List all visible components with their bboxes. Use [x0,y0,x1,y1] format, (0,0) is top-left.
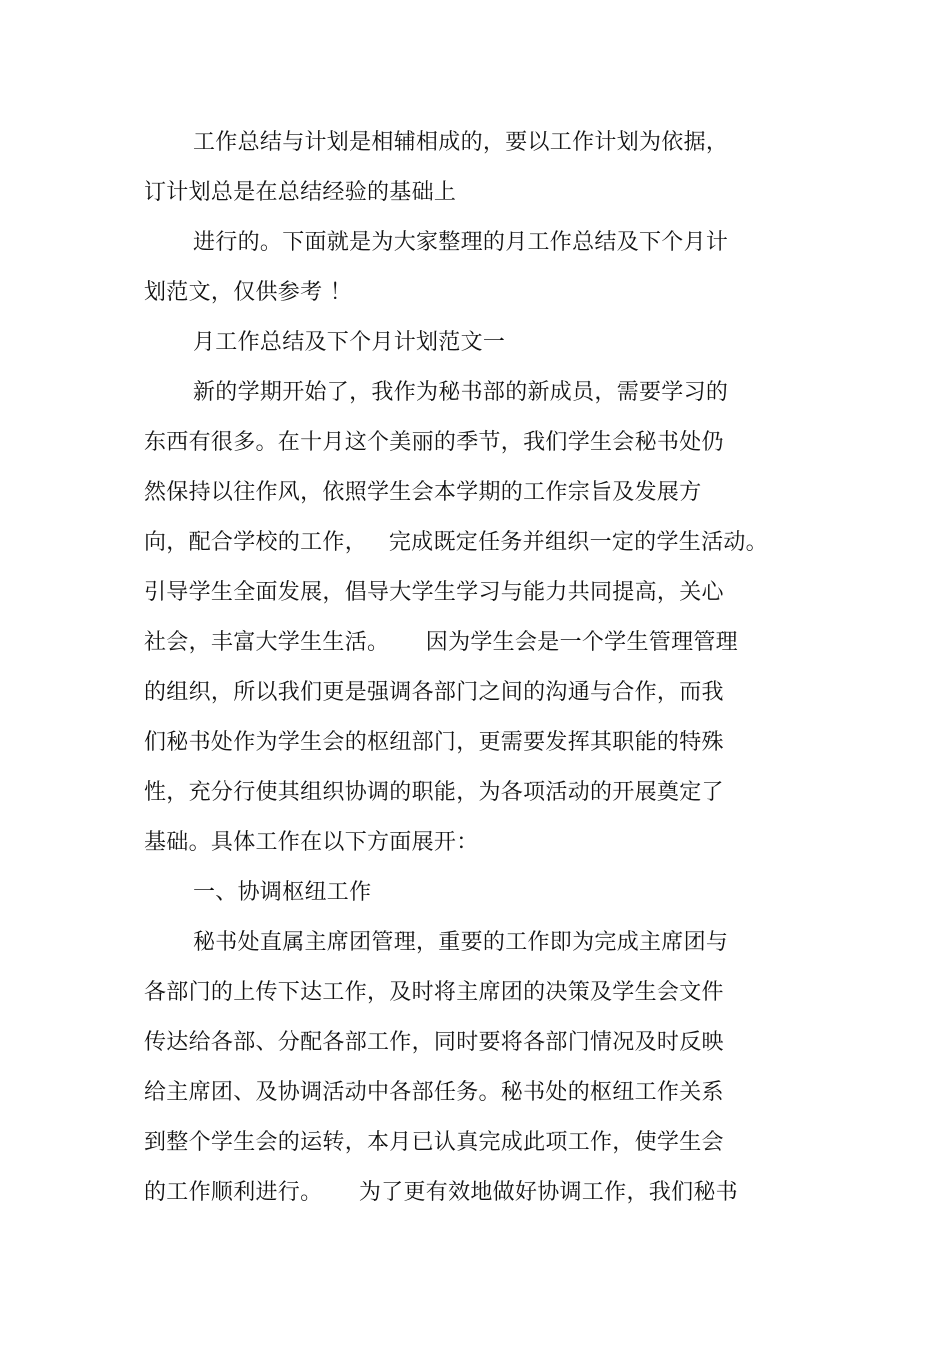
text-line-8: 然保持以往作风，依照学生会本学期的工作宗旨及发展方 [144,480,702,505]
text-line-2: 订计划总是在总结经验的基础上 [144,180,457,205]
text-line-4: 划范文，仅供参考 ！ [144,280,352,305]
text-line-21: 到整个学生会的运转，本月已认真完成此项工作，使学生会 [144,1130,724,1155]
text-line-3: 进行的。下面就是为大家整理的月工作总结及下个月计 [193,230,729,255]
text-line-17: 秘书处直属主席团管理，重要的工作即为完成主席团与 [193,930,729,955]
text-line-6: 新的学期开始了，我作为秘书部的新成员，需要学习的 [193,380,729,405]
text-line-9: 向，配合学校的工作， 完成既定任务并组织一定的学生活动。 [144,530,768,555]
text-line-20: 给主席团、及协调活动中各部任务。秘书处的枢纽工作关系 [144,1080,724,1105]
text-line-1: 工作总结与计划是相辅相成的，要以工作计划为依据， [193,130,729,155]
text-line-12: 的组织，所以我们更是强调各部门之间的沟通与合作，而我 [144,680,724,705]
text-line-14: 性，充分行使其组织协调的职能，为各项活动的开展奠定了 [144,780,724,805]
text-line-18: 各部门的上传下达工作，及时将主席团的决策及学生会文件 [144,980,724,1005]
text-line-7: 东西有很多。在十月这个美丽的季节，我们学生会秘书处仍 [144,430,724,455]
text-line-19: 传达给各部、分配各部工作，同时要将各部门情况及时反映 [144,1030,724,1055]
text-line-10: 引导学生全面发展，倡导大学生学习与能力共同提高，关心 [144,580,724,605]
text-line-11: 社会，丰富大学生生活。 因为学生会是一个学生管理管理 [144,630,738,655]
text-line-22: 的工作顺利进行。 为了更有效地做好协调工作，我们秘书 [144,1180,738,1205]
text-line-15: 基础。具体工作在以下方面展开： [144,830,479,855]
section-heading-2: 一、协调枢纽工作 [193,880,372,905]
section-heading-1: 月工作总结及下个月计划范文一 [193,330,506,355]
text-line-13: 们秘书处作为学生会的枢纽部门，更需要发挥其职能的特殊 [144,730,724,755]
